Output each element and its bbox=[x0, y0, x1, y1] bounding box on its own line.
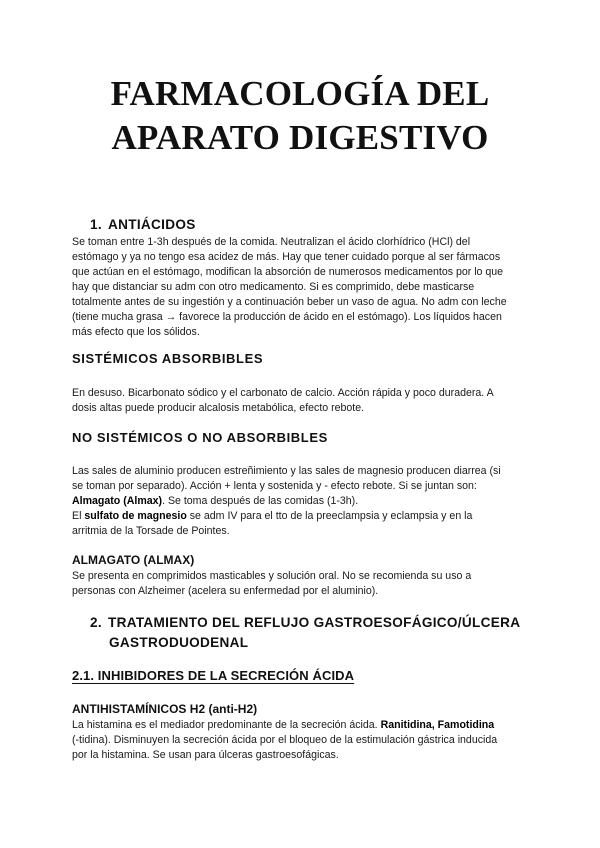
paragraph-text: El bbox=[72, 510, 85, 522]
sistemicos-heading: SISTÉMICOS ABSORBIBLES bbox=[72, 351, 264, 366]
paragraph-text: se adm IV para el tto de la preeclampsia y eclampsia y en la bbox=[186, 510, 473, 522]
section-2-title-line-2: GASTRODUODENAL bbox=[109, 635, 249, 650]
paragraph-line bbox=[72, 509, 532, 524]
section-2-heading bbox=[90, 613, 520, 653]
paragraph-text: . Se toma después de las comidas (1-3h). bbox=[162, 495, 359, 507]
paragraph-line: Se toman entre 1-3h después de la comida. Neutralizan el ácido clorhídrico (HCl) del bbox=[72, 236, 471, 248]
page-title bbox=[0, 72, 600, 160]
paragraph-line: arritmia de la Torsade de Pointes. bbox=[72, 525, 230, 537]
no-sistemicos-heading: NO SISTÉMICOS O NO ABSORBIBLES bbox=[72, 430, 328, 445]
paragraph-line: estómago y ya no tengo esa acidez de más. Hay que tener cuidado porque al ser fármacos bbox=[72, 251, 501, 263]
paragraph-line bbox=[72, 718, 532, 733]
paragraph-line: que actúan en el estómago, modifican la absorción de numerosos medicamentos por lo que bbox=[72, 266, 504, 278]
antih2-paragraph bbox=[72, 718, 532, 763]
paragraph-text: La histamina es el mediador predominante de la secreción ácida. bbox=[72, 719, 381, 731]
paragraph-line: dosis altas puede producir alcalosis metabólica, efecto rebote. bbox=[72, 402, 365, 414]
almagato-bold: Almagato (Almax) bbox=[72, 495, 163, 507]
no-sistemicos-paragraph bbox=[72, 464, 532, 539]
section-1-paragraph bbox=[72, 235, 532, 340]
paragraph-line: (tiene mucha grasa → favorece la producción de ácido en el estómago). Los líquidos hacen bbox=[72, 311, 502, 323]
page-title-line-1: FARMACOLOGÍA DEL bbox=[110, 74, 490, 113]
section-1-title: ANTIÁCIDOS bbox=[108, 217, 196, 232]
paragraph-line: En desuso. Bicarbonato sódico y el carbonato de calcio. Acción rápida y poco duradera. A bbox=[72, 387, 494, 399]
paragraph-line: Se presenta en comprimidos masticables y solución oral. No se recomienda su uso a bbox=[72, 570, 472, 582]
almagato-paragraph bbox=[72, 569, 532, 599]
ranitidina-bold: Ranitidina, Famotidina bbox=[380, 719, 495, 731]
section-1-heading bbox=[90, 217, 196, 232]
sistemicos-paragraph bbox=[72, 386, 532, 416]
page-title-line-2: APARATO DIGESTIVO bbox=[111, 118, 489, 157]
paragraph-line: totalmente antes de su ingestión y a continuación beber un vaso de agua. No adm con leche bbox=[72, 296, 507, 308]
paragraph-line: (-tidina). Disminuyen la secreción ácida por el bloqueo de la estimulación gástrica inducida bbox=[72, 734, 498, 746]
section-2-title-line-1: TRATAMIENTO DEL REFLUJO GASTROESOFÁGICO/ÚLCERA bbox=[108, 615, 521, 630]
paragraph-line: se toman por separado). Acción + lenta y sostenida y - efecto rebote. Si se juntan son: bbox=[72, 480, 477, 492]
paragraph-line: hay que distanciar su adm con otro medicamento. Si es comprimido, debe masticarse bbox=[72, 281, 475, 293]
almagato-heading: ALMAGATO (ALMAX) bbox=[72, 553, 195, 567]
paragraph-line: personas con Alzheimer (acelera su enfermedad por el aluminio). bbox=[72, 585, 379, 597]
paragraph-line: más efecto que los sólidos. bbox=[72, 326, 200, 338]
section-2-number: 2. bbox=[90, 615, 102, 630]
sulfato-bold: sulfato de magnesio bbox=[84, 510, 187, 522]
paragraph-line bbox=[72, 494, 532, 509]
antih2-heading: ANTIHISTAMÍNICOS H2 (anti-H2) bbox=[72, 702, 258, 716]
paragraph-line: Las sales de aluminio producen estreñimiento y las sales de magnesio producen diarrea (si bbox=[72, 465, 501, 477]
paragraph-line: por la histamina. Se usan para úlceras gastroesofágicas. bbox=[72, 749, 339, 761]
section-2-1-heading: 2.1. INHIBIDORES DE LA SECRECIÓN ÁCIDA bbox=[72, 668, 355, 683]
section-1-number: 1. bbox=[90, 217, 102, 232]
